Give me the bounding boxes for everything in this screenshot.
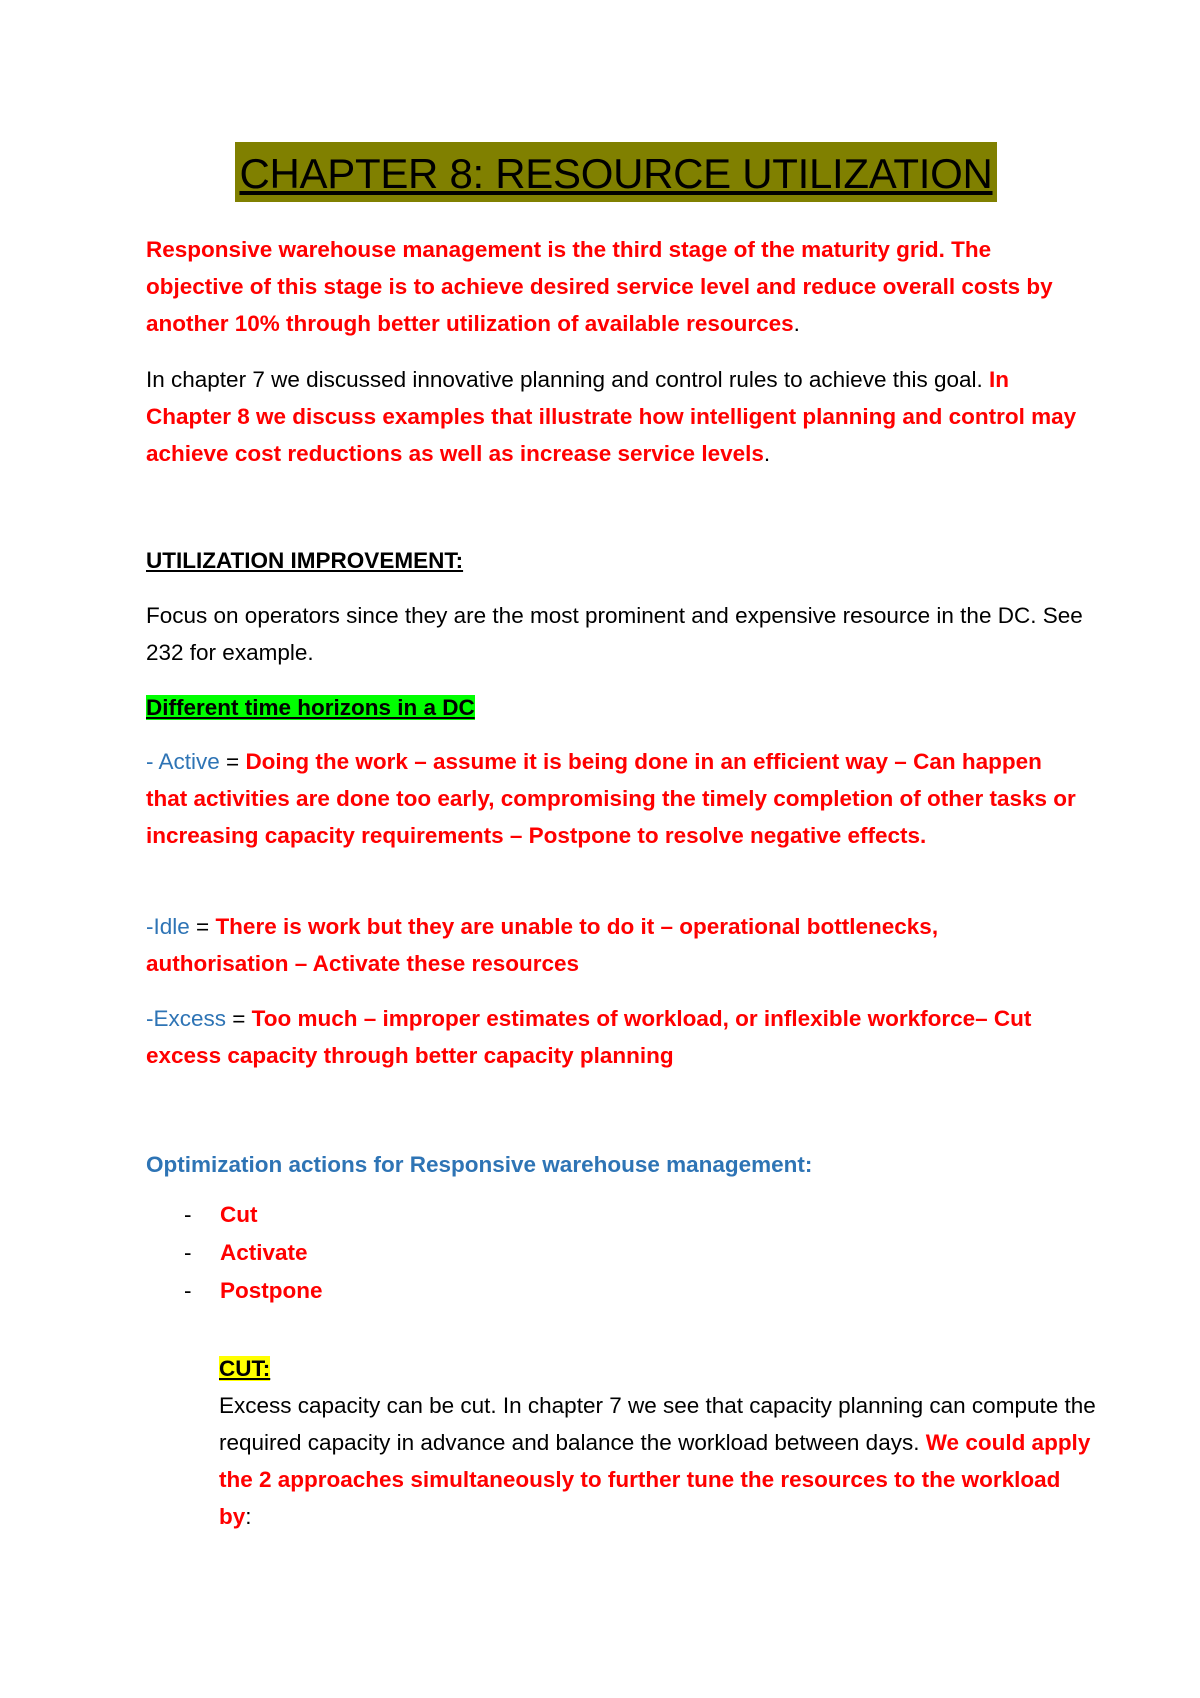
list-item: [184, 1234, 584, 1272]
active-label: - Active: [146, 749, 220, 774]
utilization-heading: UTILIZATION IMPROVEMENT:: [146, 548, 464, 573]
list-item: [184, 1196, 584, 1234]
cut-heading: CUT:: [219, 1356, 271, 1381]
focus-paragraph: Focus on operators since they are the most prominent and expensive resource in the DC. See 232 for example.: [146, 603, 1083, 665]
intro-text: Responsive warehouse management is the third stage of the maturity grid. The objective of this stage is to achieve desired service level and reduce overall costs by another 10% through better utilization of available resources: [146, 237, 1053, 336]
cut-paragraph: [219, 1387, 1099, 1535]
cut-heading-line: [219, 1350, 1099, 1387]
active-eq: =: [219, 749, 246, 774]
cut-normal-text: Excess capacity can be cut. In chapter 7 we see that capacity planning can compute the required capacity in advance and balance the workload between days.: [219, 1393, 1096, 1455]
active-paragraph: [146, 743, 1086, 854]
intro-end: .: [793, 311, 800, 336]
idle-label: -Idle: [146, 914, 190, 939]
cut-red-text: We could apply the 2 approaches simultaneously to further tune the resources to the workload by: [219, 1430, 1091, 1529]
action-postpone: Postpone: [220, 1278, 323, 1303]
chapter7-end: .: [763, 441, 771, 466]
cut-end: :: [245, 1504, 252, 1529]
horizons-heading: Different time horizons in a DC: [146, 695, 475, 720]
excess-text: Too much – improper estimates of workload, or inflexible workforce– Cut excess capacity through better capacity planning: [146, 1006, 1032, 1068]
chapter8-red-text: In Chapter 8 we discuss examples that illustrate how intelligent planning and control may achieve cost reductions as well as increase service levels: [146, 367, 1077, 466]
actions-list: [184, 1196, 584, 1310]
excess-eq: =: [226, 1006, 252, 1031]
optimization-heading: Optimization actions for Responsive warehouse management:: [146, 1152, 813, 1177]
idle-eq: =: [189, 914, 216, 939]
idle-text: There is work but they are unable to do it – operational bottlenecks, authorisation – Activate these resources: [146, 914, 939, 976]
list-dash: -: [184, 1278, 192, 1303]
list-dash: -: [184, 1202, 192, 1227]
excess-paragraph: [146, 1000, 1086, 1074]
intro-paragraph: [146, 231, 1086, 342]
excess-label: -Excess: [146, 1006, 227, 1031]
horizons-heading-line: [146, 689, 1086, 726]
list-item: [184, 1272, 584, 1310]
chapter-title: CHAPTER 8: RESOURCE UTILIZATION: [235, 142, 996, 202]
chapter7-normal-text: In chapter 7 we discussed innovative planning and control rules to achieve this goal.: [146, 367, 990, 392]
idle-paragraph: [146, 908, 1086, 982]
action-activate: Activate: [220, 1240, 308, 1265]
list-dash: -: [184, 1240, 192, 1265]
title-wrap: [146, 142, 1086, 202]
chapter7-paragraph: [146, 361, 1086, 472]
active-text: Doing the work – assume it is being done in an efficient way – Can happen that activities are done too early, compromising the timely completion of other tasks or increasing capacity requirements – Postpone to resolve negative effects.: [146, 749, 1076, 848]
action-cut: Cut: [220, 1202, 258, 1227]
